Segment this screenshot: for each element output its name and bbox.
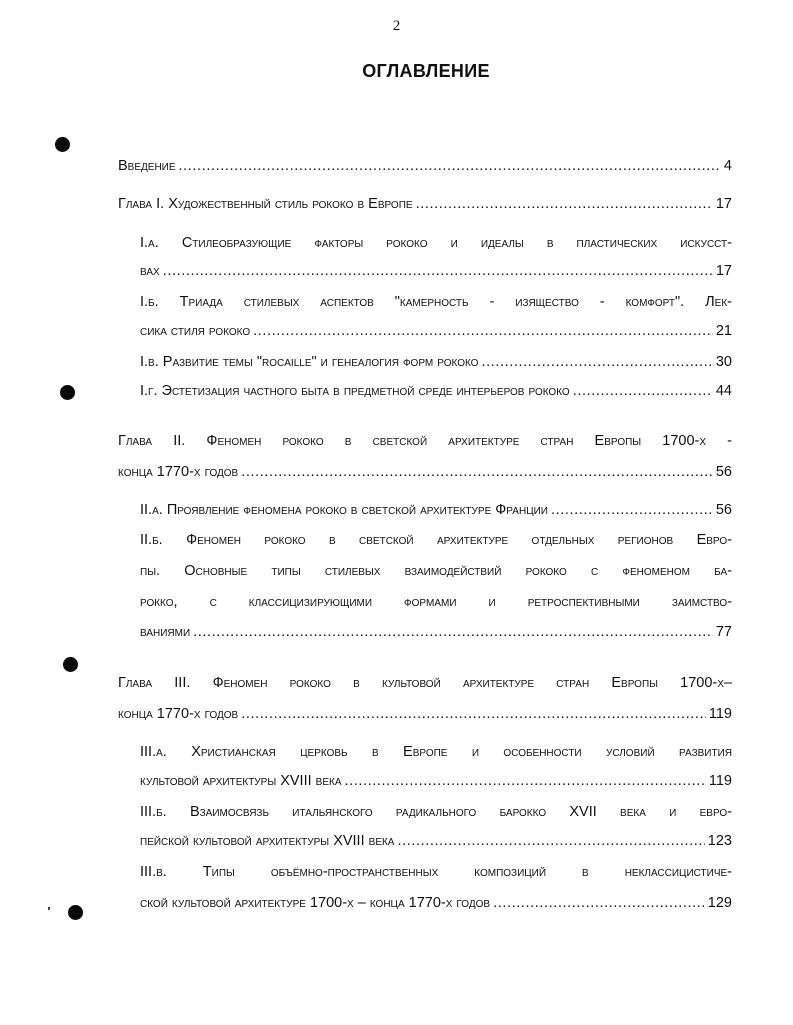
toc-entry-3v-line1: [140, 862, 732, 882]
toc-label: II.б. Феномен рококо в светской архитектуре отдельных регионов Евро-: [140, 532, 732, 548]
toc-entry-chapter-3-line1: [118, 673, 732, 693]
scan-speck: [48, 907, 50, 910]
toc-label: пы. Основные типы стилевых взаимодействий рококо с феноменом ба-: [140, 563, 732, 579]
toc-label: Глава II. Феномен рококо в светской архитектуре стран Европы 1700-х -: [118, 433, 732, 449]
toc-label: III.а. Христианская церковь в Европе и особенности условий развития: [140, 744, 732, 760]
toc-label: ваниями: [140, 624, 191, 640]
punch-hole: [68, 905, 83, 920]
toc-entry-chapter-2-line1: [118, 431, 732, 451]
toc-label: II.а. Проявление феномена рококо в светской архитектуре Франции: [140, 502, 548, 518]
toc-entry-chapter-1: [118, 194, 732, 214]
toc-entry-1v: [140, 352, 732, 372]
toc-label: рокко, с классицизирующими формами и ретроспективными заимство-: [140, 594, 732, 610]
toc-entry-1b-line1: [140, 292, 732, 312]
toc-leader: [163, 261, 713, 281]
toc-label: I.г. Эстетизация частного быта в предметной среде интерьеров рококо: [140, 383, 570, 399]
toc-label: Глава III. Феномен рококо в культовой архитектуре стран Европы 1700-х–: [118, 675, 732, 691]
toc-page: 30: [715, 354, 732, 370]
toc-leader: [193, 622, 713, 642]
toc-page: 56: [715, 464, 732, 480]
toc-label: I.в. Развитие темы "rocaille" и генеалогия форм рококо: [140, 354, 479, 370]
toc-entry-3a: [140, 771, 732, 791]
toc-entry-3a-line1: [140, 742, 732, 762]
toc-page: 44: [715, 383, 732, 399]
toc-page: 56: [715, 502, 732, 518]
toc-leader: [253, 321, 713, 341]
toc-entry-3v: [140, 893, 732, 913]
toc-label: Введение: [118, 158, 176, 174]
punch-hole: [63, 657, 78, 672]
toc-leader: [241, 704, 706, 724]
toc-entry-chapter-3: [118, 704, 732, 724]
toc-page: 17: [715, 196, 732, 212]
toc-label: I.б. Триада стилевых аспектов "камерность - изящество - комфорт". Лек-: [140, 294, 732, 310]
punch-hole: [60, 385, 75, 400]
toc-entry-2a: [140, 500, 732, 520]
toc-label: культовой архитектуры XVIII века: [140, 773, 342, 789]
toc-leader: [416, 194, 713, 214]
toc-page: 77: [715, 624, 732, 640]
toc-leader: [179, 156, 721, 176]
toc-label: ской культовой архитектуре 1700-х – конца 1770-х годов: [140, 895, 491, 911]
toc-entry-chapter-2: [118, 462, 732, 482]
toc-page: 4: [723, 158, 732, 174]
toc-page: 17: [715, 263, 732, 279]
toc-page: 119: [708, 706, 732, 722]
toc-leader: [573, 381, 713, 401]
toc-entry-1a-line1: [140, 233, 732, 253]
toc-label: конца 1770-х годов: [118, 706, 239, 722]
toc-entry-3b-line1: [140, 802, 732, 822]
toc-entry-2b-line3: [140, 592, 732, 612]
punch-hole: [55, 137, 70, 152]
toc-leader: [397, 831, 704, 851]
toc-leader: [345, 771, 706, 791]
toc-label: сика стиля рококо: [140, 323, 251, 339]
toc-page: 129: [707, 895, 732, 911]
toc-page: 21: [715, 323, 732, 339]
toc-entry-1b: [140, 321, 732, 341]
toc-leader: [551, 500, 713, 520]
toc-label: III.в. Типы объёмно-пространственных композиций в неклассицистиче-: [140, 864, 732, 880]
toc-page: 123: [707, 833, 732, 849]
toc-entry-2b-line2: [140, 561, 732, 581]
toc-entry-introduction: [118, 156, 732, 176]
toc-label: III.б. Взаимосвязь итальянского радикального барокко XVII века и евро-: [140, 804, 732, 820]
toc-label: Глава I. Художественный стиль рококо в Европе: [118, 196, 413, 212]
toc-label: пейской культовой архитектуры XVIII века: [140, 833, 395, 849]
toc-label: вах: [140, 263, 160, 279]
page-title: ОГЛАВЛЕНИЕ: [362, 61, 490, 81]
toc-entry-2b: [140, 622, 732, 642]
toc-entry-1a: [140, 261, 732, 281]
toc-leader: [481, 352, 712, 372]
toc-leader: [493, 893, 705, 913]
toc-label: I.а. Стилеобразующие факторы рококо и идеалы в пластических искусст-: [140, 235, 732, 251]
toc-entry-3b: [140, 831, 732, 851]
toc-page: 119: [708, 773, 732, 789]
toc-leader: [241, 462, 713, 482]
page-number: 2: [392, 18, 401, 34]
toc-label: конца 1770-х годов: [118, 464, 239, 480]
toc-entry-2b-line1: [140, 530, 732, 550]
toc-entry-1g: [140, 381, 732, 401]
